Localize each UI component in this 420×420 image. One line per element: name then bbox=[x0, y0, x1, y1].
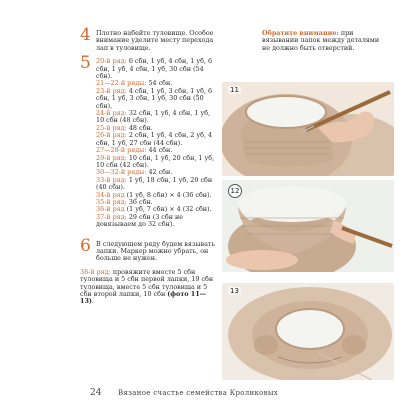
row-text: 32 сбн, 1 уб, 4 сбн, 1 уб, 10 сбн (48 сбн). bbox=[96, 109, 211, 125]
row-text: (1 уб, 8 сбн) × 4 (36 сбн). bbox=[124, 190, 212, 199]
row-text: 44 сбн. bbox=[146, 146, 173, 155]
instructions-column bbox=[80, 25, 216, 306]
row-text: 54 сбн. bbox=[146, 79, 173, 88]
step-4 bbox=[80, 25, 216, 52]
attention-text: при вязывании лапок между деталями не должно быть отверстий. bbox=[262, 29, 380, 52]
row-text: (1 уб, 7 сбн) × 4 (32 сбн). bbox=[124, 205, 212, 214]
photo-number: 13 bbox=[230, 287, 239, 295]
row-label: 27—28-й ряды: bbox=[96, 146, 147, 155]
row-text: провяжите вместе 5 сбн туловища и 5 сбн первой лапки, 19 сбн туловища, вместе 5 сбн туловища и 5 сбн второй лапки, 10 сбн bbox=[80, 267, 214, 298]
row-line bbox=[96, 132, 216, 147]
photo-number: 11 bbox=[230, 86, 239, 94]
row-label: 29-й ряд: bbox=[96, 153, 127, 162]
row-end: . bbox=[91, 297, 94, 306]
row-text: 6 сбн, 1 уб, 4 сбн, 1 уб, 6 сбн, 1 уб, 4 сбн, 1 уб, 30 сбн (54 сбн). bbox=[96, 57, 213, 81]
step-6 bbox=[80, 235, 216, 263]
row-list bbox=[96, 58, 216, 228]
attention-note bbox=[262, 30, 380, 52]
photo-12-image bbox=[222, 180, 394, 272]
row-text: 4 сбн, 1 уб, 3 сбн, 1 уб, 6 сбн, 1 уб, 3 сбн, 1 уб, 30 сбн (50 сбн). bbox=[96, 86, 213, 110]
row-line bbox=[96, 214, 216, 229]
photo-12 bbox=[222, 180, 394, 272]
row-line bbox=[96, 155, 216, 170]
row-line bbox=[96, 88, 216, 110]
photo-reference: (фото 11—13) bbox=[80, 290, 207, 306]
photo-number: 12 bbox=[228, 184, 242, 198]
row-label: 33-й ряд: bbox=[96, 175, 127, 184]
row-label: 21—22-й ряды: bbox=[96, 79, 147, 88]
photo-11-image bbox=[222, 82, 394, 176]
row-label: 20-й ряд: bbox=[96, 57, 127, 66]
running-title: Вязаное счастье семейства Кроликовых bbox=[118, 389, 279, 397]
step-number: 5 bbox=[80, 53, 91, 74]
photo-11 bbox=[222, 82, 394, 176]
row-text: 1 уб, 18 сбн, 1 уб, 20 сбн (40 сбн). bbox=[96, 175, 213, 192]
row-label: 35-й ряд: bbox=[96, 197, 127, 206]
step-5 bbox=[80, 53, 216, 229]
photo-13 bbox=[222, 283, 394, 380]
row-line bbox=[96, 58, 216, 80]
row-text: 2 сбн, 1 уб, 4 сбн, 2 уб, 4 сбн, 1 уб, 27 сбн (44 сбн). bbox=[96, 131, 213, 147]
row-label: 24-й ряд: bbox=[96, 109, 127, 118]
step-number: 6 bbox=[80, 235, 91, 256]
photo-13-image bbox=[222, 283, 394, 380]
step-number: 4 bbox=[80, 25, 91, 45]
row-line bbox=[96, 177, 216, 192]
step-text: Плотно набейте туловище. Особое внимание уделите месту перехода лап в туловище. bbox=[96, 29, 214, 52]
page-number: 24 bbox=[90, 388, 102, 398]
row-label: 38-й ряд: bbox=[80, 267, 111, 276]
step-text: В следующем ряду будем вязывать лапки. Маркер можно убрать, он больше не нужен. bbox=[96, 239, 215, 263]
row-label: 25-й ряд: bbox=[96, 123, 127, 132]
row-text: 48 сбн. bbox=[126, 123, 153, 132]
row-label: 30—32-й ряды: bbox=[96, 168, 147, 177]
row-38 bbox=[80, 269, 216, 306]
row-text: 42 сбн. bbox=[146, 168, 173, 177]
row-label: 36-й ряд bbox=[96, 205, 125, 214]
row-text: 36 сбн. bbox=[126, 197, 153, 206]
attention-label: Обратите внимание: bbox=[262, 29, 339, 37]
row-label: 26-й ряд: bbox=[96, 131, 127, 140]
row-text: 29 сбн (3 сбн не довязываем до 32 сбн). bbox=[96, 212, 184, 229]
row-label: 37-й ряд: bbox=[96, 212, 127, 221]
row-label: 34-й ряд bbox=[96, 190, 125, 199]
row-line bbox=[96, 110, 216, 125]
row-text: 10 сбн, 1 уб, 20 сбн, 1 уб, 10 сбн (42 сбн). bbox=[96, 153, 215, 169]
row-label: 23-й ряд: bbox=[96, 86, 127, 95]
